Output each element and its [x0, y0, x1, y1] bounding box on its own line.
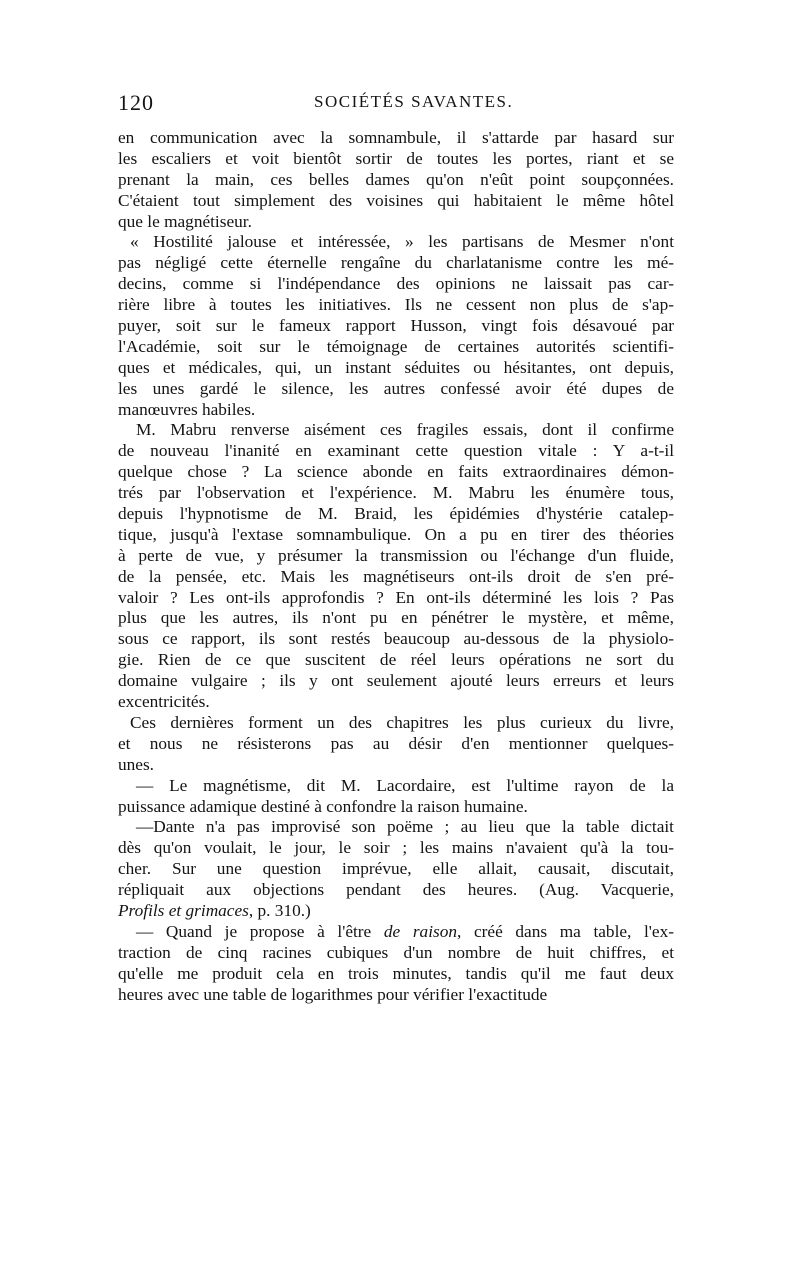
- text-line: depuis l'hypnotisme de M. Braid, les épidémies d'hystérie catalep-: [118, 504, 674, 524]
- text-line: — Le magnétisme, dit M. Lacordaire, est l'ultime rayon de la: [136, 775, 674, 795]
- text-line: manœuvres habiles.: [118, 399, 256, 419]
- text-line: gie. Rien de ce que suscitent de réel leurs opérations ne sort du: [118, 650, 674, 670]
- text-line: de nouveau l'inanité en examinant cette question vitale : Y a-t-il: [118, 441, 674, 461]
- running-head: [118, 90, 680, 118]
- text-line: excentricités.: [118, 692, 210, 712]
- text-line: pas négligé cette éternelle rengaîne du charlatanisme contre les mé-: [118, 253, 674, 273]
- text-line: dès qu'on voulait, le jour, le soir ; les mains n'avaient qu'à la tou-: [118, 838, 674, 858]
- text-line: rière libre à toutes les initiatives. Ils ne cessent non plus de s'ap-: [118, 295, 674, 315]
- text-line: l'Académie, soit sur le témoignage de certaines autorités scientifi-: [118, 336, 674, 356]
- text-line: Ces dernières forment un des chapitres les plus curieux du livre,: [130, 712, 674, 732]
- text-line: en communication avec la somnambule, il s'attarde par hasard sur: [118, 128, 674, 147]
- text-line: et nous ne résisterons pas au désir d'en mentionner quelques-: [118, 733, 674, 753]
- text-line: M. Mabru renverse aisément ces fragiles essais, dont il confirme: [136, 420, 674, 440]
- text-line: que le magnétiseur.: [118, 211, 252, 231]
- text-line: les unes gardé le silence, les autres confessé avoir été dupes de: [118, 378, 674, 398]
- cited-work-title: Profils et grimaces: [118, 900, 249, 920]
- text-line: quelque chose ? La science abonde en faits extraordinaires démon-: [118, 462, 674, 482]
- text-line: C'étaient tout simplement des voisines qui habitaient le même hôtel: [118, 190, 674, 210]
- text-line: à perte de vue, y présumer la transmission ou l'échange d'un fluide,: [118, 545, 674, 565]
- text-line: qu'elle me produit cela en trois minutes, tandis qu'il me faut deux: [118, 963, 674, 983]
- text-line: ques et médicales, qui, un instant séduites ou hésitantes, ont depuis,: [118, 357, 674, 377]
- text-line: —Dante n'a pas improvisé son poëme ; au lieu que la table dictait: [136, 817, 674, 837]
- text-line: heures avec une table de logarithmes pour vérifier l'exactitude: [118, 984, 548, 1004]
- text-line: de la pensée, etc. Mais les magnétiseurs ont-ils droit de s'en pré-: [118, 566, 674, 586]
- text-line: plus que les autres, ils n'ont pu en pénétrer le mystère, et même,: [118, 608, 674, 628]
- text-line: cher. Sur une question imprévue, elle allait, causait, discutait,: [118, 859, 674, 879]
- text-segment: — Quand je propose à l'être: [136, 921, 384, 941]
- body-text: [118, 128, 674, 1005]
- text-line: decins, comme si l'indépendance des opinions ne laissait pas car-: [118, 274, 674, 294]
- text-line: sous ce rapport, ils sont restés beaucoup au-dessous de la physiolo-: [118, 629, 674, 649]
- text-line: répliquait aux objections pendant des heures. (Aug. Vacquerie,: [118, 880, 674, 900]
- text-line: valoir ? Les ont-ils approfondis ? En ont-ils déterminé les lois ? Pas: [118, 587, 674, 607]
- citation-line: [118, 901, 674, 922]
- text-segment: , créé dans ma table, l'ex-: [457, 921, 674, 941]
- text-line: tique, jusqu'à l'extase somnambulique. On a pu en tirer des théories: [118, 524, 674, 544]
- text-line: unes.: [118, 754, 154, 774]
- text-line: domaine vulgaire ; ils y ont seulement ajouté leurs erreurs et leurs: [118, 671, 674, 691]
- text-line: prenant la main, ces belles dames qu'on n'eût point soupçonnées.: [118, 169, 674, 189]
- running-title: SOCIÉTÉS SAVANTES.: [314, 92, 514, 111]
- text-line: [118, 922, 674, 943]
- citation-rest: , p. 310.): [248, 900, 311, 920]
- text-line: trés par l'observation et l'expérience. M. Mabru les énumère tous,: [118, 483, 674, 503]
- emphasis: de raison: [383, 921, 458, 941]
- text-line: les escaliers et voit bientôt sortir de toutes les portes, riant et se: [118, 148, 674, 168]
- text-line: puyer, soit sur le fameux rapport Husson, vingt fois désavoué par: [118, 316, 674, 336]
- page-number: 120: [118, 90, 154, 115]
- text-line: puissance adamique destiné à confondre la raison humaine.: [118, 796, 528, 816]
- text-line: traction de cinq racines cubiques d'un nombre de huit chiffres, et: [118, 942, 674, 962]
- text-line: « Hostilité jalouse et intéressée, » les partisans de Mesmer n'ont: [130, 232, 674, 252]
